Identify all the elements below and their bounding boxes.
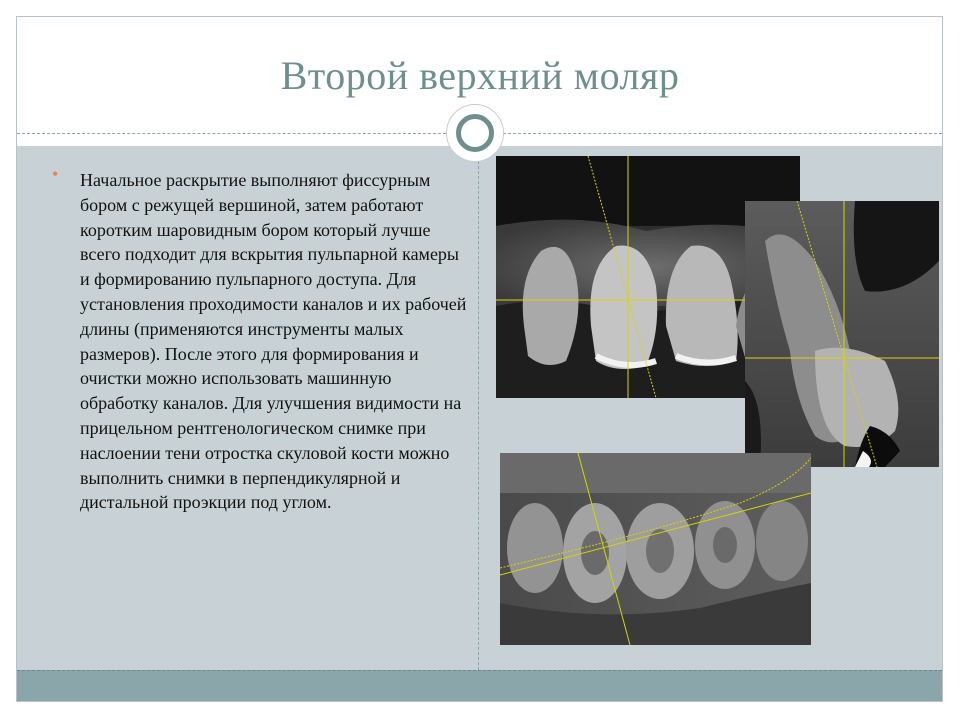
xray-axial-arch [500,453,811,645]
bullet-icon: • [52,164,59,184]
xray-sagittal-tooth [745,201,939,467]
slide-title: Второй верхний моляр [280,53,680,98]
column-divider [478,146,479,670]
circle-ornament-icon [446,104,504,162]
footer-bar [17,670,942,701]
footer-divider [17,670,942,671]
body-paragraph: Начальное раскрытие выполняют фиссурным бором с режущей вершиной, затем работают коротким шаровидным бором который лучше всего подходит для вскрытия пульпарной камеры и формированию пульпарного доступа. Для установления проходимости каналов и их рабочей длины (применяются инструменты малых размеров). После этого для формирования и очистки можно использовать машинную обработку каналов. Для улучшения видимости на прицельном рентгенологическом снимке при наслоении тени отростка скуловой кости можно выполнить снимки в перпендикулярной и дистальной проэкции под углом. [80,170,467,513]
